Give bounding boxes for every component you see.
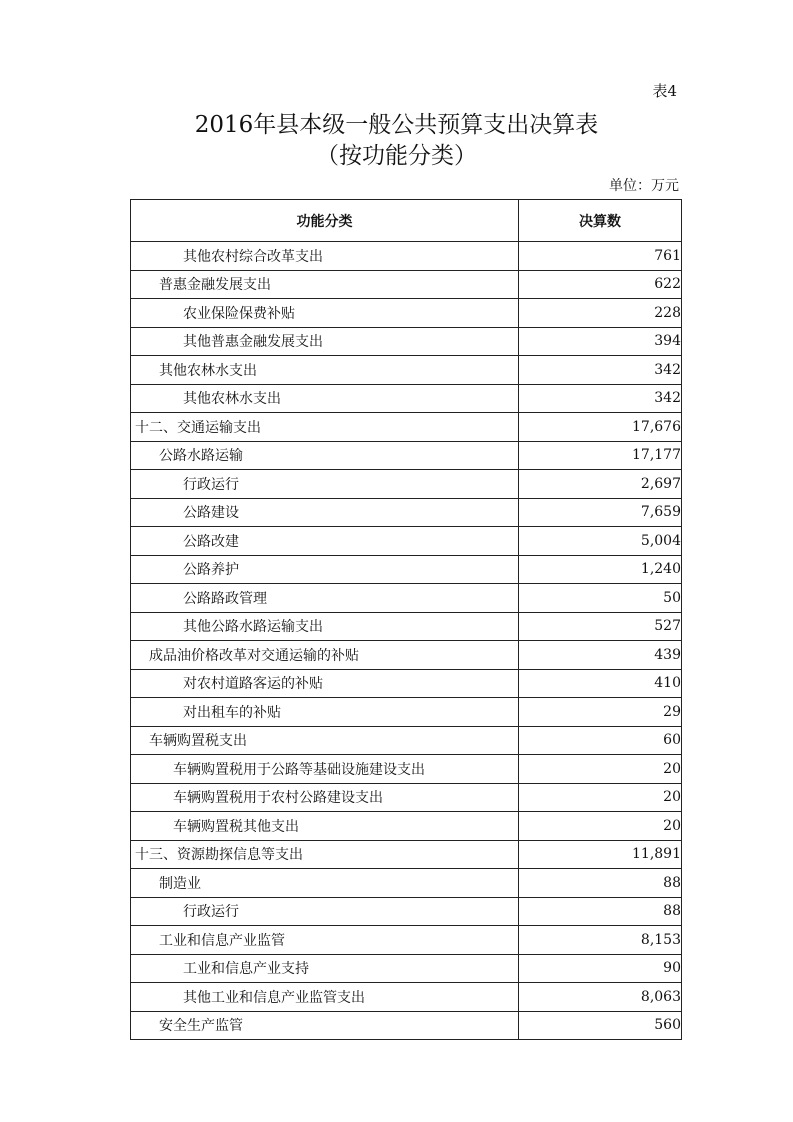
row-name: 成品油价格改革对交通运输的补贴 xyxy=(131,641,519,670)
table-row xyxy=(131,641,682,670)
row-name: 其他工业和信息产业监管支出 xyxy=(131,983,519,1012)
row-name: 其他农林水支出 xyxy=(131,356,519,385)
row-value: 17,676 xyxy=(519,413,682,442)
row-name: 其他公路水路运输支出 xyxy=(131,612,519,641)
table-row xyxy=(131,413,682,442)
row-name: 公路建设 xyxy=(131,498,519,527)
row-value: 8,153 xyxy=(519,926,682,955)
row-name: 公路养护 xyxy=(131,555,519,584)
title-line-2: （按功能分类） xyxy=(316,143,477,169)
table-row xyxy=(131,755,682,784)
row-name: 车辆购置税用于公路等基础设施建设支出 xyxy=(131,755,519,784)
row-value: 90 xyxy=(519,954,682,983)
table-row xyxy=(131,926,682,955)
row-name: 车辆购置税支出 xyxy=(131,726,519,755)
row-name: 行政运行 xyxy=(131,470,519,499)
row-name: 其他农村综合改革支出 xyxy=(131,242,519,271)
row-value: 60 xyxy=(519,726,682,755)
row-name: 十二、交通运输支出 xyxy=(131,413,519,442)
row-value: 20 xyxy=(519,755,682,784)
row-value: 88 xyxy=(519,897,682,926)
table-row xyxy=(131,527,682,556)
row-value: 8,063 xyxy=(519,983,682,1012)
table-row xyxy=(131,470,682,499)
table-row xyxy=(131,812,682,841)
table-row xyxy=(131,242,682,271)
row-value: 410 xyxy=(519,669,682,698)
row-name: 普惠金融发展支出 xyxy=(131,270,519,299)
table-row xyxy=(131,498,682,527)
table-row xyxy=(131,384,682,413)
row-value: 2,697 xyxy=(519,470,682,499)
row-value: 5,004 xyxy=(519,527,682,556)
row-value: 228 xyxy=(519,299,682,328)
document-title xyxy=(0,110,793,172)
title-line-1: 2016年县本级一般公共预算支出决算表 xyxy=(194,112,599,138)
row-name: 农业保险保费补贴 xyxy=(131,299,519,328)
table-row xyxy=(131,356,682,385)
table-row xyxy=(131,954,682,983)
row-value: 11,891 xyxy=(519,840,682,869)
row-value: 342 xyxy=(519,384,682,413)
table-row xyxy=(131,584,682,613)
row-name: 公路改建 xyxy=(131,527,519,556)
row-name: 对出租车的补贴 xyxy=(131,698,519,727)
table-row xyxy=(131,270,682,299)
row-name: 安全生产监管 xyxy=(131,1011,519,1040)
table-header-row xyxy=(131,200,682,242)
table-row xyxy=(131,783,682,812)
table-row xyxy=(131,555,682,584)
row-name: 制造业 xyxy=(131,869,519,898)
budget-table xyxy=(130,199,682,1040)
row-value: 50 xyxy=(519,584,682,613)
row-value: 394 xyxy=(519,327,682,356)
row-name: 其他农林水支出 xyxy=(131,384,519,413)
row-value: 622 xyxy=(519,270,682,299)
row-value: 342 xyxy=(519,356,682,385)
table-row xyxy=(131,669,682,698)
table-row xyxy=(131,1011,682,1040)
row-name: 工业和信息产业监管 xyxy=(131,926,519,955)
table-row xyxy=(131,299,682,328)
row-value: 1,240 xyxy=(519,555,682,584)
row-value: 17,177 xyxy=(519,441,682,470)
header-amount: 决算数 xyxy=(519,200,682,242)
row-name: 车辆购置税用于农村公路建设支出 xyxy=(131,783,519,812)
row-name: 对农村道路客运的补贴 xyxy=(131,669,519,698)
row-value: 29 xyxy=(519,698,682,727)
table-row xyxy=(131,327,682,356)
row-value: 560 xyxy=(519,1011,682,1040)
row-name: 公路水路运输 xyxy=(131,441,519,470)
table-row xyxy=(131,840,682,869)
row-name: 工业和信息产业支持 xyxy=(131,954,519,983)
header-category: 功能分类 xyxy=(131,200,519,242)
table-row xyxy=(131,441,682,470)
row-name: 行政运行 xyxy=(131,897,519,926)
table-row xyxy=(131,612,682,641)
table-row xyxy=(131,897,682,926)
row-value: 88 xyxy=(519,869,682,898)
row-value: 761 xyxy=(519,242,682,271)
row-name: 其他普惠金融发展支出 xyxy=(131,327,519,356)
table-row xyxy=(131,726,682,755)
row-value: 20 xyxy=(519,812,682,841)
table-row xyxy=(131,698,682,727)
table-row xyxy=(131,983,682,1012)
table-row xyxy=(131,869,682,898)
row-value: 7,659 xyxy=(519,498,682,527)
row-value: 439 xyxy=(519,641,682,670)
row-name: 公路路政管理 xyxy=(131,584,519,613)
row-name: 车辆购置税其他支出 xyxy=(131,812,519,841)
table-number: 表4 xyxy=(652,82,677,100)
row-name: 十三、资源勘探信息等支出 xyxy=(131,840,519,869)
row-value: 20 xyxy=(519,783,682,812)
row-value: 527 xyxy=(519,612,682,641)
unit-label: 单位：万元 xyxy=(609,178,679,194)
